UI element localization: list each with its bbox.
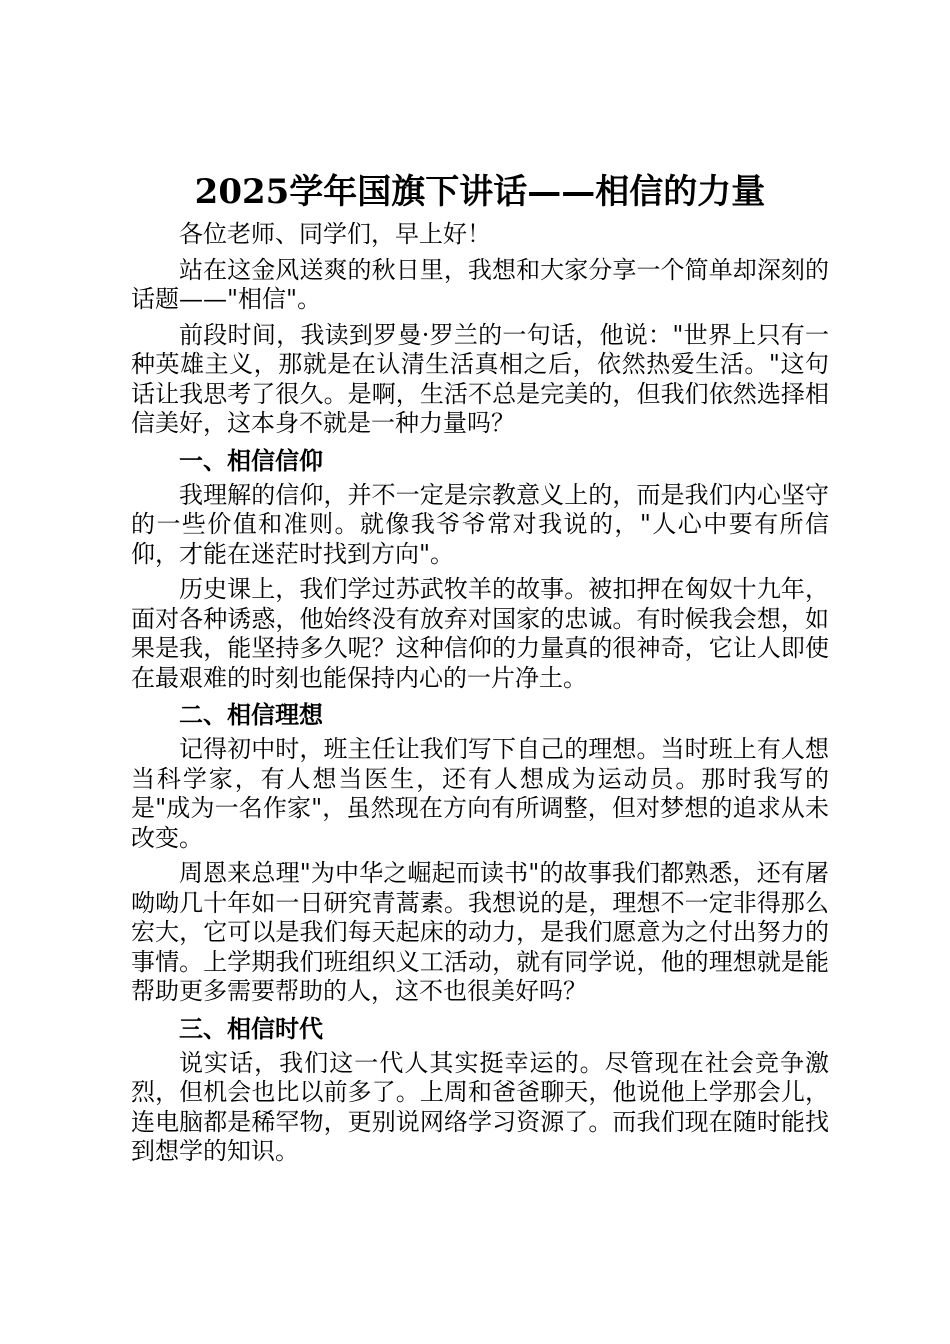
ideals-paragraph-2: 周恩来总理"为中华之崛起而读书"的故事我们都熟悉，还有屠呦呦几十年如一日研究青蒿素。我想说的是，理想不一定非得那么宏大，它可以是我们每天起床的动力，是我们愿意为之付出努力的事情。上学期我们班组织义工活动，就有同学说，他的理想就是能帮助更多需要帮助的人，这不也很美好吗？: [131, 859, 829, 1005]
faith-paragraph-2: 历史课上，我们学过苏武牧羊的故事。被扣押在匈奴十九年，面对各种诱惑，他始终没有放弃对国家的忠诚。有时候我会想，如果是我，能坚持多久呢？这种信仰的力量真的很神奇，它让人即使在最艰难的时刻也能保持内心的一片净土。: [131, 575, 829, 692]
greeting-paragraph: 各位老师、同学们，早上好！: [179, 220, 491, 248]
page-title: 2025学年国旗下讲话——相信的力量: [194, 172, 766, 212]
faith-paragraph-1: 我理解的信仰，并不一定是宗教意义上的，而是我们内心坚守的一些价值和准则。就像我爷爷常对我说的，"人心中要有所信仰，才能在迷茫时找到方向"。: [131, 480, 829, 568]
era-paragraph-1: 说实话，我们这一代人其实挺幸运的。尽管现在社会竞争激烈，但机会也比以前多了。上周和爸爸聊天，他说他上学那会儿，连电脑都是稀罕物，更别说网络学习资源了。而我们现在随时能找到想学的知识。: [131, 1048, 829, 1165]
section-heading-faith: 一、相信信仰: [179, 446, 323, 475]
intro-paragraph: 站在这金风送爽的秋日里，我想和大家分享一个简单却深刻的话题——"相信"。: [131, 255, 829, 313]
section-heading-era: 三、相信时代: [179, 1014, 323, 1043]
ideals-paragraph-1: 记得初中时，班主任让我们写下自己的理想。当时班上有人想当科学家，有人想当医生，还有人想成为运动员。那时我写的是"成为一名作家"，虽然现在方向有所调整，但对梦想的追求从未改变。: [131, 735, 829, 852]
quote-paragraph: 前段时间，我读到罗曼·罗兰的一句话，他说："世界上只有一种英雄主义，那就是在认清生活真相之后，依然热爱生活。"这句话让我思考了很久。是啊，生活不总是完美的，但我们依然选择相信美好，这本身不就是一种力量吗？: [131, 320, 829, 437]
section-heading-ideals: 二、相信理想: [179, 701, 323, 729]
document-page: [131, 170, 829, 1173]
